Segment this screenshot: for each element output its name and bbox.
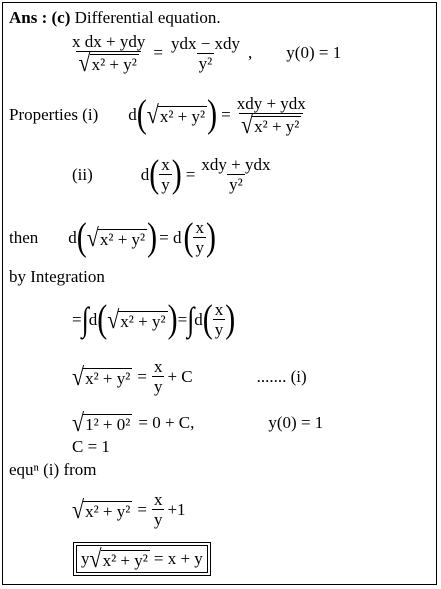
equals-sign: = [72, 309, 82, 329]
substituted-equation [72, 490, 186, 529]
sqrt-sign: √ x² + y² [146, 100, 206, 129]
constant-term: + C [167, 366, 193, 386]
rhs-numerator: ydx − xdy [170, 33, 241, 53]
numerator: x [195, 218, 204, 237]
then-fraction [193, 218, 206, 257]
sqrt-sign: √ x² + y² [241, 110, 300, 139]
sqrt-sign: √ x² + y² [89, 544, 148, 573]
differential-equation: x dx + ydy √ x² + y² = $\frac{\text{ydx − xdy}}{\text{y²}}$ , y(0) = 1 [72, 32, 342, 77]
sqrt-sign: √ x² + y² [72, 361, 131, 391]
final-prefix: y [81, 549, 90, 568]
constant-term: +1 [167, 499, 186, 519]
lhs-denominator [76, 48, 140, 77]
then-label: then [9, 227, 39, 247]
lhs-fraction [70, 32, 147, 77]
line2-fraction [152, 357, 165, 396]
sqrt-sign: √ x² + y² [78, 48, 137, 77]
equation-reference: ....... (i) [256, 366, 307, 386]
integral-sign: ∫ [187, 300, 195, 338]
lhs-numerator: x dx + ydy [72, 32, 146, 51]
radicand: x² + y² [254, 117, 300, 137]
numerator: xdy + ydx [236, 94, 306, 113]
denominator: y [153, 377, 163, 396]
radicand: x² + y² [85, 368, 131, 388]
answer-frame [2, 2, 437, 585]
radicand: x² + y² [102, 551, 148, 570]
denominator: y [214, 320, 224, 339]
rhs-denominator: y² [198, 53, 213, 73]
sqrt-sign: √ x² + y² [72, 494, 131, 524]
property-i-fraction [235, 94, 308, 139]
d-operator: d [68, 227, 77, 247]
property-i: Properties (i) d ( √ x² + y² ) = xdy + ydx √ x² + y² [9, 92, 306, 139]
numerator: x [153, 490, 163, 509]
denominator: y [153, 510, 163, 529]
sqrt-sign: √ x² + y² [86, 222, 146, 252]
equals-sign: = [137, 366, 147, 386]
integration-line-1: = ∫ d ( √ x² + y² ) = ∫ d ( $\frac{x}{y}$ ) [72, 297, 236, 341]
radicand: x² + y² [85, 501, 131, 521]
equation-label: equⁿ (i) from [9, 460, 97, 479]
radicand: x² + y² [99, 229, 146, 249]
answer-label: Ans : (c) [9, 8, 71, 27]
radicand: 1² + 0² [85, 415, 131, 434]
numerator: xdy + ydx [201, 155, 271, 174]
sqrt-sign: √ 1² + 0² [72, 408, 131, 437]
denominator: y [195, 238, 204, 257]
numerator: x [153, 357, 163, 376]
d-operator: d [128, 105, 137, 125]
inner-fraction [159, 155, 172, 194]
constant-value: C = 1 [72, 437, 110, 456]
denominator: y [161, 175, 170, 194]
numerator: x [214, 300, 224, 319]
property-ii-label: (ii) [72, 164, 93, 184]
final-answer-box [76, 545, 208, 573]
denominator [239, 110, 303, 139]
properties-label: Properties (i) [9, 105, 99, 125]
then-line: then d ( √ x² + y² ) = d ( $\frac{x}{y}$ ) [9, 215, 216, 259]
numerator: x [161, 155, 170, 174]
d-operator: d [140, 164, 150, 184]
initial-condition: y(0) = 1 [286, 43, 342, 63]
denominator: y² [229, 175, 243, 194]
radicand: x² + y² [159, 107, 206, 127]
integration-line-3 [72, 408, 324, 437]
equals-sign: = [137, 499, 147, 519]
answer-heading [9, 8, 221, 28]
heading-text: Differential equation. [70, 8, 221, 27]
sqrt-sign: √ x² + y² [107, 304, 166, 334]
substituted-fraction [152, 490, 165, 529]
property-ii: (ii) d ( $\frac{x}{y}$ ) = $\frac{\text{xdy + ydx}}{\text{y²}}$ [72, 152, 271, 196]
d-operator: d [88, 309, 98, 329]
property-ii-fraction [199, 155, 272, 194]
equals-d: = d [159, 227, 182, 247]
rhs-fraction [169, 34, 242, 73]
integration-line-2 [72, 357, 307, 396]
integration-label: by Integration [9, 267, 105, 286]
line3-rhs: = 0 + C, [138, 413, 195, 432]
initial-condition: y(0) = 1 [268, 413, 324, 432]
equals-sign: = [153, 43, 163, 63]
line1-fraction [213, 300, 226, 339]
d-operator: d [194, 309, 203, 329]
final-rhs: = x + y [153, 549, 203, 568]
integral-sign: ∫ [81, 300, 89, 338]
radicand: x² + y² [120, 311, 166, 331]
equals-sign: = [177, 309, 188, 329]
radicand: x² + y² [91, 55, 137, 75]
